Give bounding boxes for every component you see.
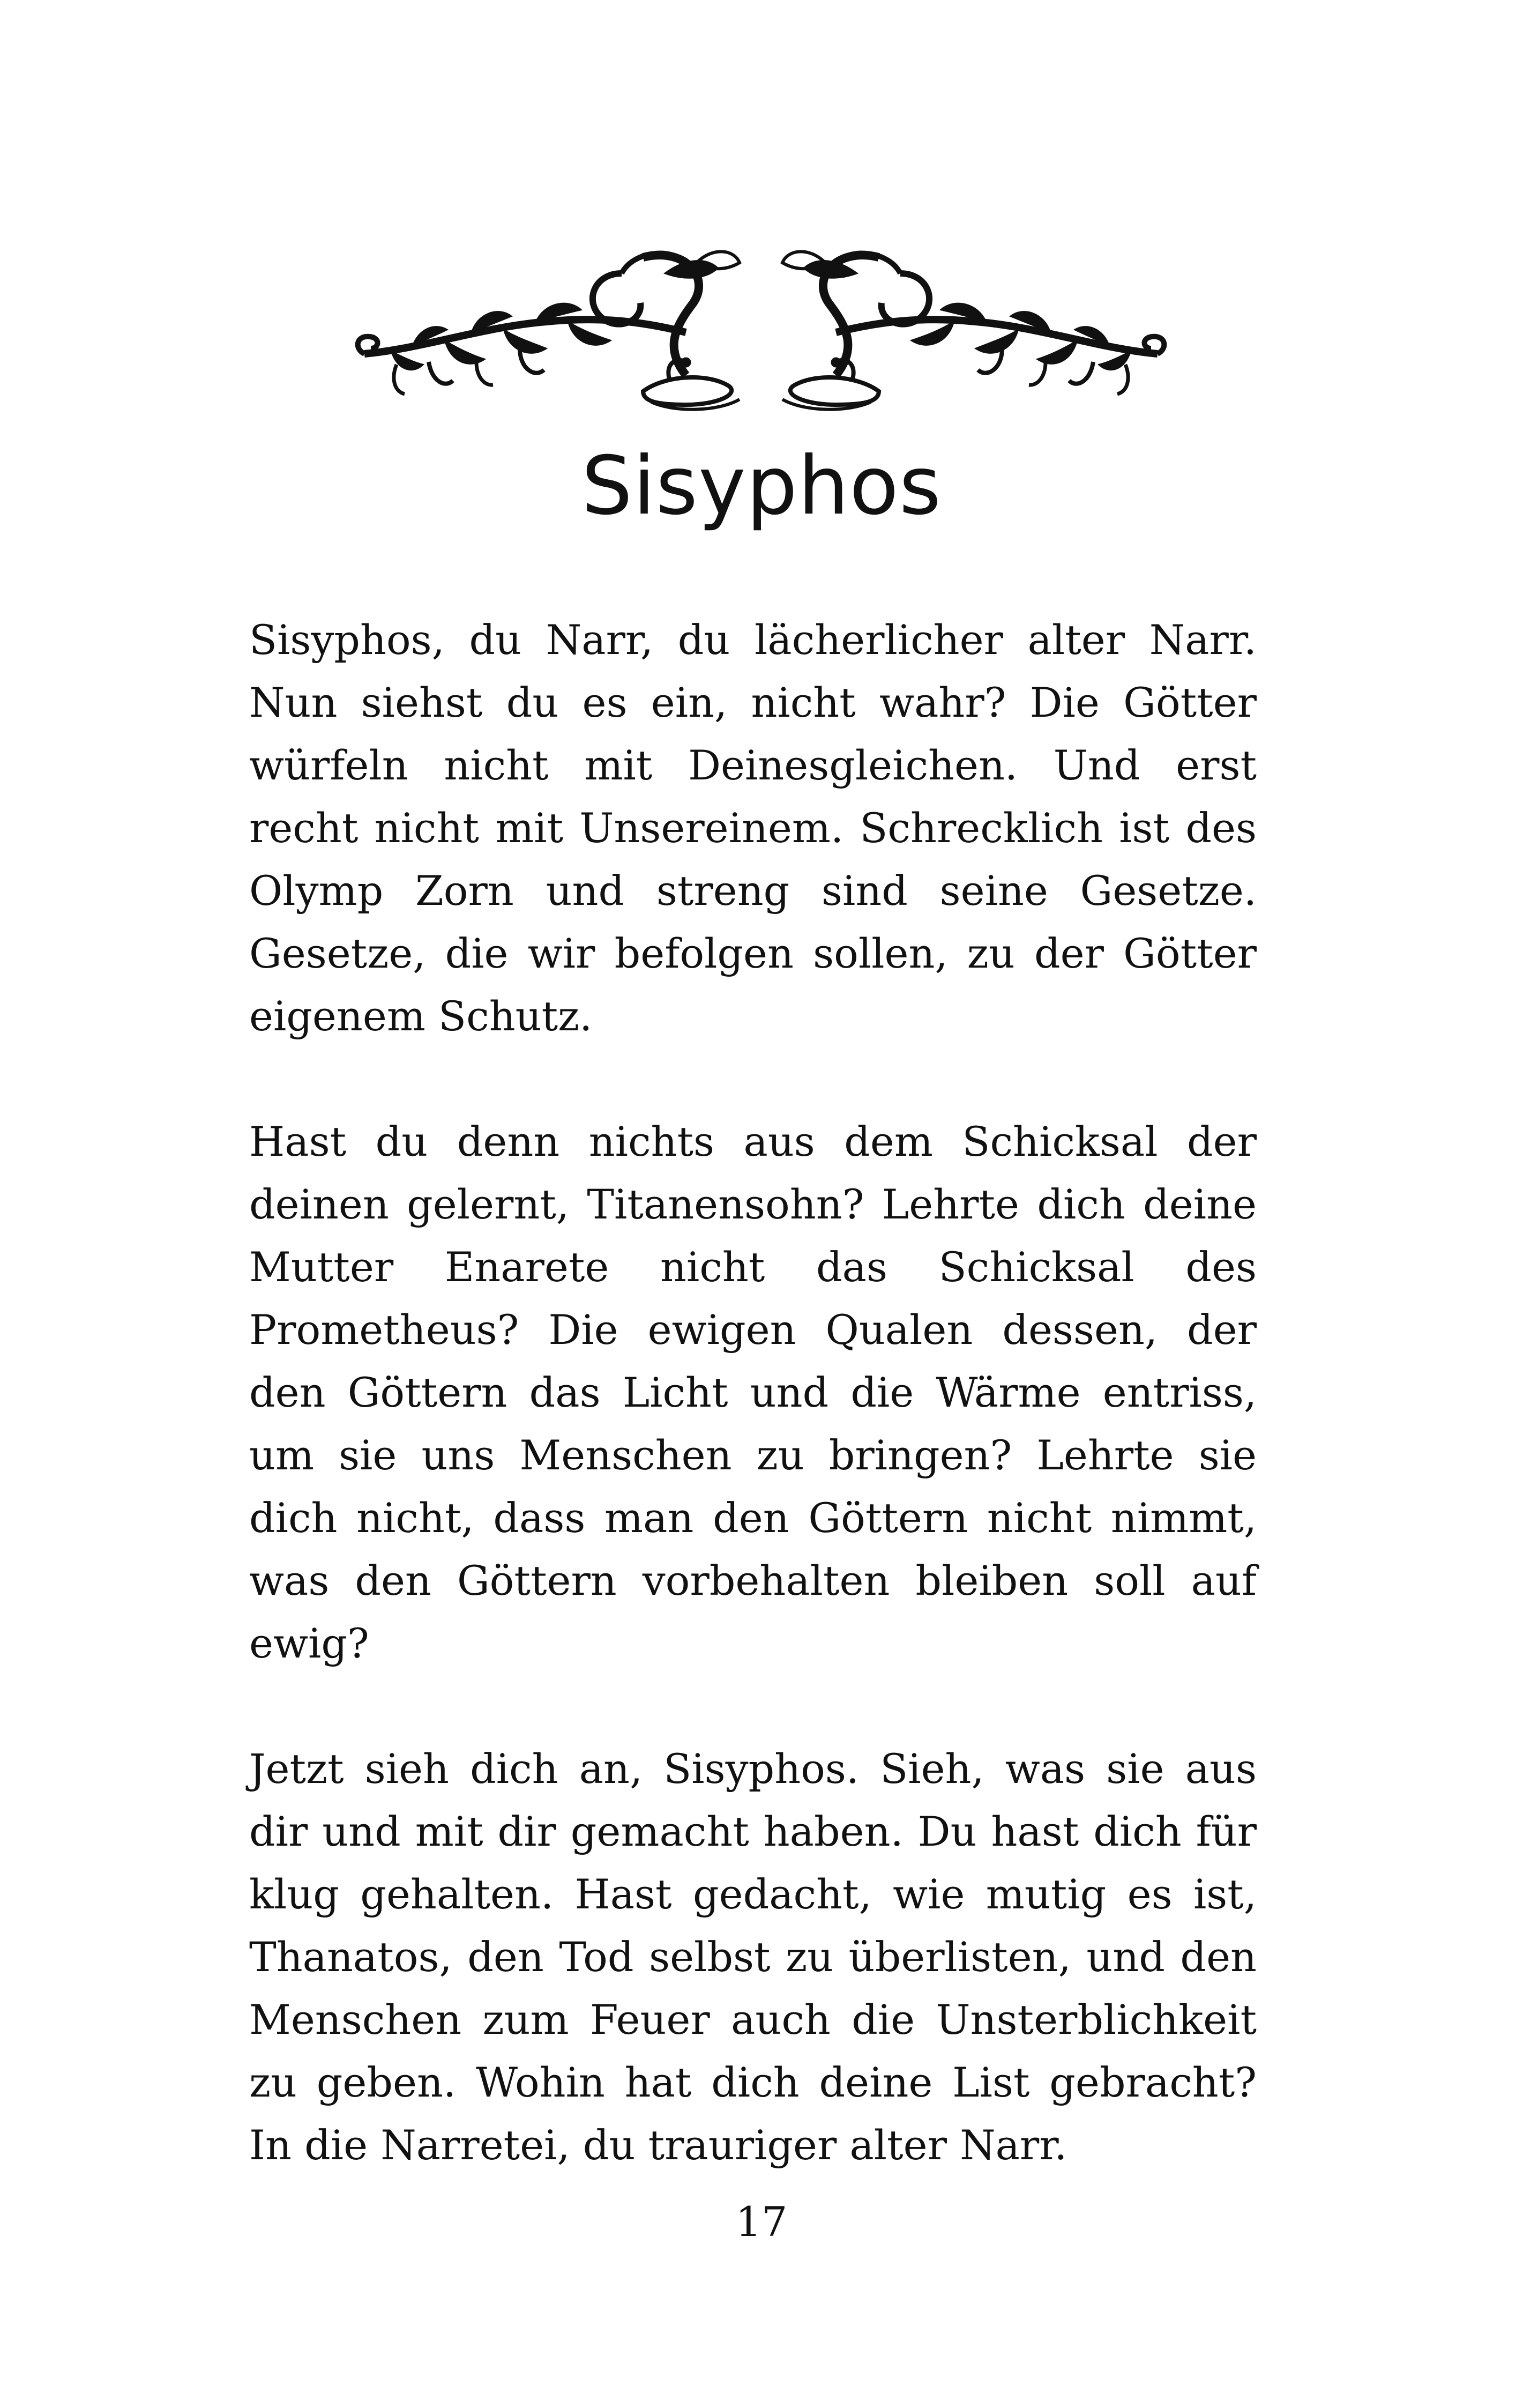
paragraph-3: Jetzt sieh dich an, Sisyphos. Sieh, was sie aus dir und mit dir gemacht haben. Du hast dich für klug gehalten. Hast gedacht, wie mutig es ist, Thanatos, den Tod selbst zu überlisten, und den Menschen zum Feuer auch die Unsterblichkeit zu geben. Wohin hat dich deine List gebracht? In die Narretei, du trauriger alter Narr. xyxy=(249,1745,1257,2169)
page-number: 17 xyxy=(735,2198,788,2246)
chapter-body xyxy=(249,608,1257,2239)
paragraph-2: Hast du denn nichts aus dem Schicksal der deinen gelernt, Titanensohn? Lehrte dich deine Mutter Enarete nicht das Schicksal des Prometheus? Die ewigen Qualen dessen, der den Göttern das Licht und die Wärme entriss, um sie uns Menschen zu bringen? Lehrte sie dich nicht, dass man den Göttern nicht nimmt, was den Göttern vorbehalten bleiben soll auf ewig? xyxy=(249,1118,1257,1667)
swan-scroll-ornament-icon xyxy=(343,241,1179,429)
paragraph-1: Sisyphos, du Narr, du lächerlicher alter Narr. Nun siehst du es ein, nicht wahr? Die Götter würfeln nicht mit Deinesgleichen. Und erst recht nicht mit Unsereinem. Schrecklich ist des Olymp Zorn und streng sind seine Gesetze. Gesetze, die wir befolgen sollen, zu der Götter eigenem Schutz. xyxy=(249,616,1257,1040)
chapter-title: Sisyphos xyxy=(581,440,942,533)
